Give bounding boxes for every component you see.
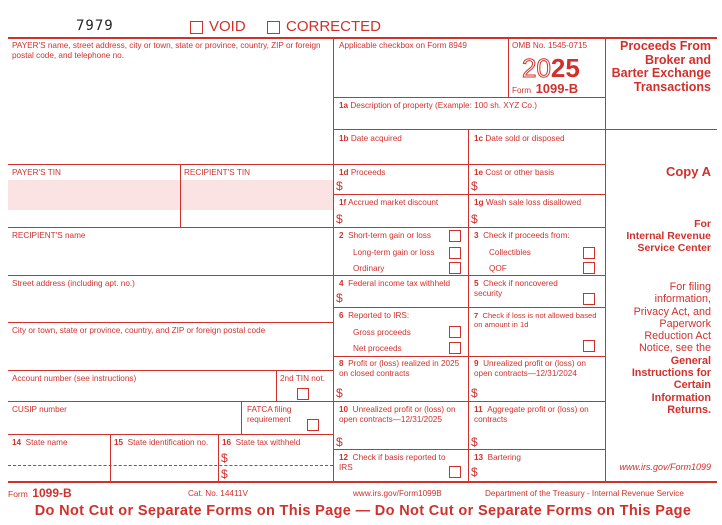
account-number-label: Account number (see instructions) bbox=[12, 374, 137, 383]
title-line: Barter Exchange bbox=[611, 66, 711, 80]
col-mid bbox=[468, 129, 469, 481]
box-3-label: 3 Check if proceeds from: bbox=[474, 231, 570, 240]
box-2-ordinary: Ordinary bbox=[353, 264, 385, 273]
rule-tin-top bbox=[8, 164, 605, 165]
rule-top bbox=[8, 37, 717, 39]
filing-info-line: Reduction Act bbox=[644, 330, 711, 343]
box-1c-label: 1c Date sold or disposed bbox=[474, 134, 565, 143]
box-3-collectibles: Collectibles bbox=[489, 248, 531, 257]
col-16-left bbox=[218, 434, 219, 481]
filing-info-line: Privacy Act, and bbox=[633, 305, 711, 318]
rule-1a-top bbox=[333, 97, 605, 98]
box-1d-label: 1d Proceeds bbox=[339, 168, 386, 177]
box-3-collectibles-checkbox[interactable] bbox=[583, 247, 595, 259]
box-1e-dollar: $ bbox=[471, 179, 478, 193]
box-8-label: 8 Profit or (loss) realized in 2025 on closed contracts bbox=[339, 359, 460, 378]
box-15-label: 15 State identification no. bbox=[114, 438, 209, 447]
rule-1b-top bbox=[333, 129, 717, 130]
filing-info-line: information, bbox=[654, 293, 711, 306]
box-4-dollar: $ bbox=[336, 291, 343, 305]
tax-year-prefix: 20 bbox=[522, 53, 551, 83]
recipient-name-label: RECIPIENT'S name bbox=[12, 231, 86, 240]
box-2-long-term: Long-term gain or loss bbox=[353, 248, 435, 257]
filing-info-block bbox=[632, 281, 711, 416]
omb-number: OMB No. 1545-0715 bbox=[512, 41, 588, 50]
for-irs-block bbox=[626, 218, 711, 254]
irs-url-side: www.irs.gov/Form1099 bbox=[619, 462, 711, 472]
omb-form-name bbox=[512, 82, 578, 97]
do-not-cut-banner: Do Not Cut or Separate Forms on This Page — Do Not Cut or Separate Forms on This Page bbox=[34, 503, 692, 519]
payer-tin-label: PAYER'S TIN bbox=[12, 168, 61, 177]
city-label: City or town, state or province, country, and ZIP or foreign postal code bbox=[12, 326, 266, 335]
box-1g-label: 1g Wash sale loss disallowed bbox=[474, 198, 582, 207]
rule-14-top bbox=[8, 434, 333, 435]
footer-form-number: 1099-B bbox=[32, 486, 72, 500]
filing-info-line: Information bbox=[651, 391, 711, 404]
col-2ndtin-left bbox=[276, 370, 277, 401]
box-16-dollar-1: $ bbox=[221, 451, 228, 465]
footer-department: Department of the Treasury - Internal Revenue Service bbox=[485, 489, 684, 498]
rule-6-top bbox=[333, 307, 605, 308]
box-7-checkbox[interactable] bbox=[583, 340, 595, 352]
box-1f-dollar: $ bbox=[336, 212, 343, 226]
second-tin-label: 2nd TIN not. bbox=[280, 374, 325, 383]
payer-name-label: PAYER'S name, street address, city or town, state or province, country, ZIP or foreign postal code, and telephone no. bbox=[12, 41, 321, 60]
title-line: Proceeds From bbox=[619, 39, 711, 53]
box-1a-label: 1a Description of property (Example: 100 sh. XYZ Co.) bbox=[339, 101, 537, 110]
filing-info-line: Notice, see the bbox=[638, 342, 711, 355]
form-title bbox=[612, 40, 711, 94]
box-12-label: 12 Check if basis reported to IRS bbox=[339, 453, 446, 472]
box-1e-label: 1e Cost or other basis bbox=[474, 168, 555, 177]
box-10-label: 10 Unrealized profit or (loss) on open contracts—12/31/2025 bbox=[339, 405, 456, 424]
rule-1f-top bbox=[333, 194, 605, 195]
fatca-label: FATCA filing requirement bbox=[247, 405, 292, 424]
applicable-checkbox-label: Applicable checkbox on Form 8949 bbox=[339, 41, 467, 50]
box-3-qof: QOF bbox=[489, 264, 507, 273]
omb-form-number: 1099-B bbox=[535, 81, 579, 96]
box-16-dollar-2: $ bbox=[221, 467, 228, 481]
box-9-label: 9 Unrealized profit or (loss) on open contracts—12/31/2024 bbox=[474, 359, 586, 378]
box-14-label: 14 State name bbox=[12, 438, 68, 447]
filing-info-line: Paperwork bbox=[659, 317, 711, 330]
rule-12-top bbox=[333, 449, 605, 450]
box-5-label: 5 Check if noncovered security bbox=[474, 279, 558, 298]
col-15-left bbox=[110, 434, 111, 481]
rule-cusip-top bbox=[8, 401, 333, 402]
filing-info-line: For filing bbox=[669, 281, 711, 293]
footer-form-prefix: Form bbox=[8, 489, 28, 499]
box-16-label: 16 State tax withheld bbox=[222, 438, 301, 447]
rule-bottom bbox=[8, 481, 717, 483]
second-tin-checkbox[interactable] bbox=[297, 388, 309, 400]
filing-info-line: General bbox=[670, 354, 711, 367]
for-irs-line: Internal Revenue bbox=[626, 230, 711, 242]
title-line: Transactions bbox=[633, 79, 711, 94]
tax-year-suffix: 25 bbox=[550, 53, 580, 83]
rule-8-top bbox=[333, 356, 605, 357]
box-7-label: 7 Check if loss is not allowed based on amount in 1d bbox=[474, 311, 597, 329]
col-tin-divider bbox=[180, 164, 181, 227]
cusip-label: CUSIP number bbox=[12, 405, 67, 414]
copy-a: Copy A bbox=[665, 164, 711, 179]
rule-street-top bbox=[8, 275, 333, 276]
box-3-qof-checkbox[interactable] bbox=[583, 262, 595, 274]
tax-year bbox=[522, 54, 580, 82]
box-1b-label: 1b Date acquired bbox=[339, 134, 402, 143]
omb-form-prefix: Form bbox=[512, 86, 532, 95]
recipient-tin-label: RECIPIENT'S TIN bbox=[184, 168, 251, 177]
footer-cat-no: Cat. No. 14411V bbox=[188, 489, 248, 498]
box-6-net-checkbox[interactable] bbox=[449, 342, 461, 354]
col-main-right bbox=[333, 37, 334, 482]
footer-url: www.irs.gov/Form1099B bbox=[353, 489, 442, 498]
rule-tin-bottom bbox=[8, 227, 605, 228]
col-right bbox=[605, 37, 606, 482]
box-13-label: 13 Bartering bbox=[474, 453, 521, 462]
void-label: VOID bbox=[209, 18, 246, 35]
footer-form-name bbox=[8, 486, 72, 501]
form-id-number: 7979 bbox=[76, 18, 114, 34]
filing-info-line: Returns. bbox=[667, 403, 711, 416]
box-10-dollar: $ bbox=[336, 435, 343, 449]
box-4-label: 4 Federal income tax withheld bbox=[339, 279, 451, 288]
box-6-label: 6 Reported to IRS: bbox=[339, 311, 410, 320]
box-1g-dollar: $ bbox=[471, 212, 478, 226]
corrected-label: CORRECTED bbox=[286, 18, 382, 35]
box-2-short-term: 2 Short-term gain or loss bbox=[339, 231, 431, 240]
box-2-short-term-checkbox[interactable] bbox=[449, 230, 461, 242]
rule-10-top bbox=[333, 401, 605, 402]
street-address-label: Street address (including apt. no.) bbox=[12, 279, 135, 288]
box-6-gross-checkbox[interactable] bbox=[449, 326, 461, 338]
box-5-checkbox[interactable] bbox=[583, 293, 595, 305]
rule-4-top bbox=[333, 275, 605, 276]
box-11-label: 11 Aggregate profit or (loss) on contracts bbox=[474, 405, 589, 424]
corrected-checkbox[interactable] bbox=[267, 21, 280, 34]
box-6-net: Net proceeds bbox=[353, 344, 402, 353]
fatca-checkbox[interactable] bbox=[307, 419, 319, 431]
col-fatca-left bbox=[241, 401, 242, 434]
filing-info-line: Instructions for bbox=[631, 367, 711, 380]
box-11-dollar: $ bbox=[471, 435, 478, 449]
box-8-dollar: $ bbox=[336, 386, 343, 400]
rule-city-top bbox=[8, 322, 333, 323]
filing-info-line: Certain bbox=[673, 379, 711, 392]
for-irs-line: For bbox=[694, 218, 711, 230]
box-12-checkbox[interactable] bbox=[449, 466, 461, 478]
box-13-dollar: $ bbox=[471, 465, 478, 479]
box-1d-dollar: $ bbox=[336, 179, 343, 193]
box-9-dollar: $ bbox=[471, 386, 478, 400]
col-omb-left bbox=[508, 37, 509, 97]
void-checkbox[interactable] bbox=[190, 21, 203, 34]
rule-account-top bbox=[8, 370, 333, 371]
box-2-long-term-checkbox[interactable] bbox=[449, 247, 461, 259]
tin-entry-area[interactable] bbox=[8, 180, 333, 210]
title-line: Broker and bbox=[645, 52, 711, 67]
box-2-ordinary-checkbox[interactable] bbox=[449, 262, 461, 274]
box-6-gross: Gross proceeds bbox=[353, 328, 411, 337]
box-1f-label: 1f Accrued market discount bbox=[339, 198, 439, 207]
state-divider bbox=[8, 465, 333, 466]
for-irs-line: Service Center bbox=[637, 242, 711, 254]
